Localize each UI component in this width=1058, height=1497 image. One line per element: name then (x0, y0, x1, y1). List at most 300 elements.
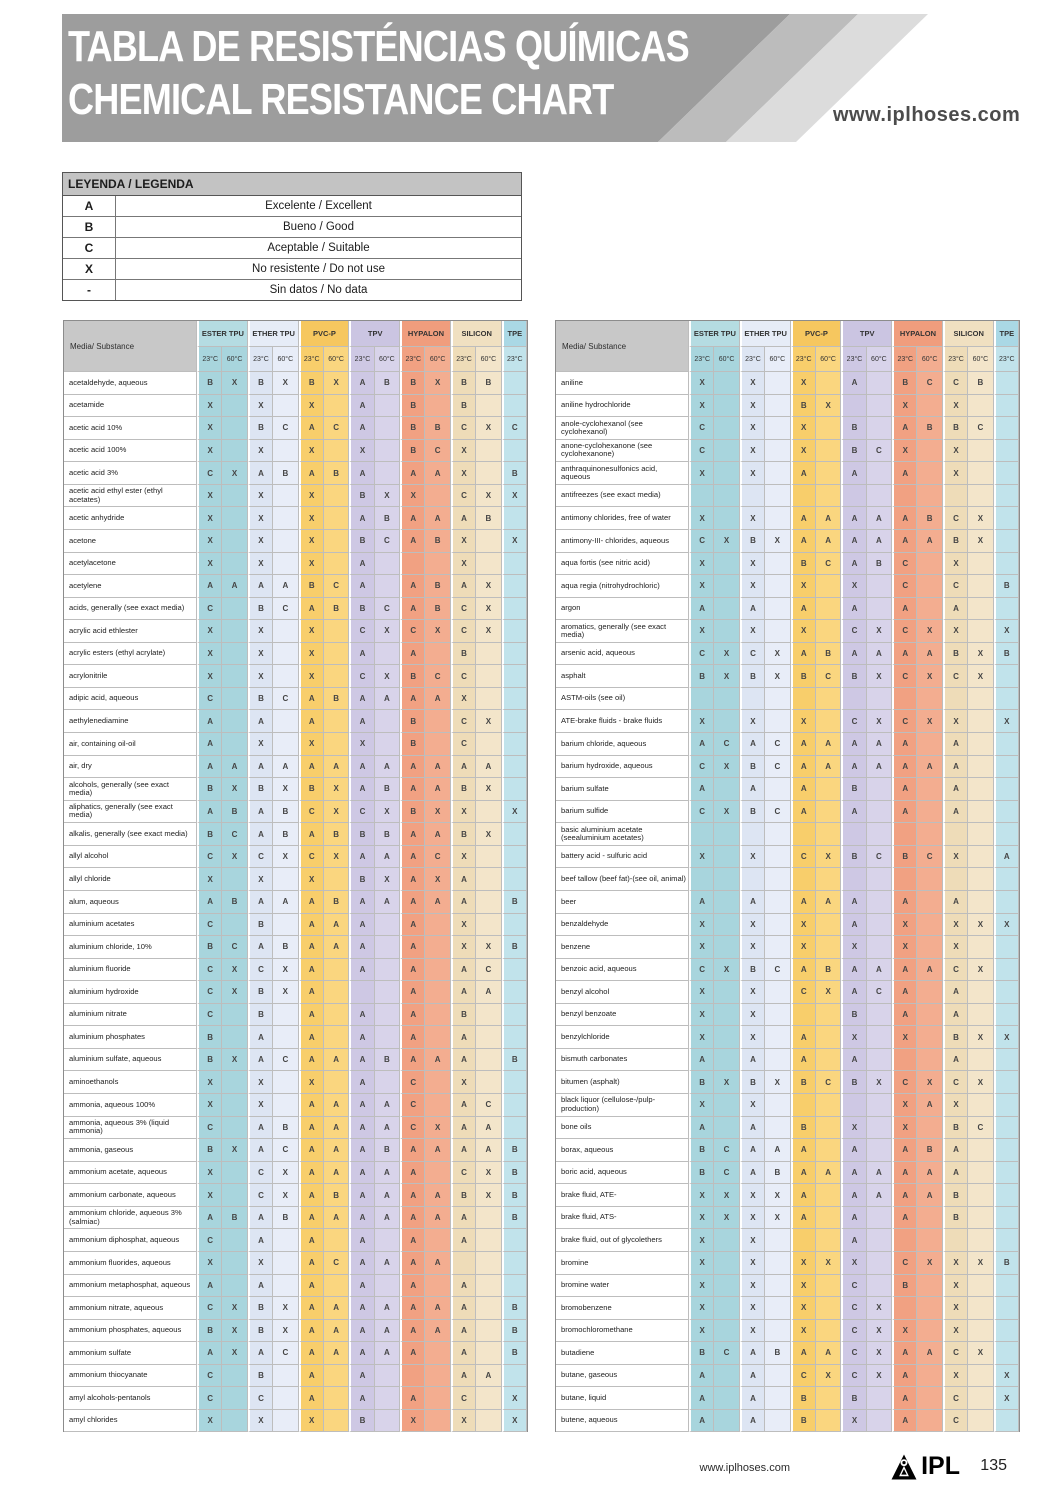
rating-cell (222, 1229, 247, 1252)
rating-cell: C (765, 756, 790, 779)
rating-cell: B (349, 868, 374, 891)
rating-cell: X (943, 846, 968, 869)
rating-cell: X (451, 688, 476, 711)
rating-cell: C (714, 1162, 739, 1185)
rating-cell (324, 710, 349, 733)
rating-cell: C (273, 688, 298, 711)
rating-cell (994, 1184, 1019, 1207)
rating-cell: B (740, 665, 765, 688)
rating-cell: C (425, 440, 450, 463)
rating-cell: C (714, 1342, 739, 1365)
rating-cell: C (451, 733, 476, 756)
rating-cell: X (197, 1184, 222, 1207)
rating-cell: B (451, 1004, 476, 1027)
substance-cell: acetylene (64, 575, 197, 598)
substance-cell: acrylic esters (ethyl acrylate) (64, 643, 197, 666)
rating-cell: X (740, 1229, 765, 1252)
rating-cell: A (400, 1139, 425, 1162)
rating-cell (502, 553, 527, 576)
rating-cell: X (476, 936, 501, 959)
rating-cell (476, 801, 501, 824)
rating-cell: X (714, 1184, 739, 1207)
rating-cell (994, 1297, 1019, 1320)
rating-cell (502, 1094, 527, 1117)
legend-symbol: A (63, 196, 116, 216)
rating-cell (791, 485, 816, 508)
substance-cell: anole-cyclohexanol (see cyclohexanol) (556, 417, 689, 440)
rating-cell: A (349, 462, 374, 485)
rating-cell: A (740, 778, 765, 801)
rating-cell: A (841, 756, 866, 779)
rating-cell: A (841, 1184, 866, 1207)
rating-cell (324, 1410, 349, 1433)
rating-cell (917, 1410, 942, 1433)
rating-cell: A (222, 756, 247, 779)
rating-cell: B (765, 1162, 790, 1185)
temp-header: 60°C (222, 347, 247, 372)
column-group-header: HYPALON (400, 321, 451, 347)
rating-cell (867, 1410, 892, 1433)
rating-cell: X (892, 440, 917, 463)
rating-cell: A (476, 1139, 501, 1162)
rating-cell: B (994, 575, 1019, 598)
rating-cell: X (222, 462, 247, 485)
rating-cell (324, 507, 349, 530)
rating-cell: C (273, 598, 298, 621)
media-substance-header: Media/ Substance (64, 321, 197, 372)
rating-cell: X (765, 1207, 790, 1230)
rating-cell: X (222, 1297, 247, 1320)
rating-cell: A (892, 1162, 917, 1185)
rating-cell: A (299, 462, 324, 485)
rating-cell (222, 1094, 247, 1117)
rating-cell: B (324, 462, 349, 485)
rating-cell: A (248, 801, 273, 824)
rating-cell (968, 485, 993, 508)
substance-cell: acetic acid 100% (64, 440, 197, 463)
rating-cell (917, 868, 942, 891)
rating-cell: A (324, 936, 349, 959)
rating-cell: X (867, 1297, 892, 1320)
rating-cell (892, 688, 917, 711)
rating-cell (994, 440, 1019, 463)
rating-cell: X (299, 553, 324, 576)
rating-cell: B (943, 643, 968, 666)
rating-cell: A (425, 1252, 450, 1275)
rating-cell (867, 1207, 892, 1230)
rating-cell (476, 868, 501, 891)
rating-cell (714, 372, 739, 395)
rating-cell (502, 981, 527, 1004)
rating-cell: X (689, 1320, 714, 1343)
rating-cell: A (892, 643, 917, 666)
rating-cell: X (451, 440, 476, 463)
rating-cell: A (816, 507, 841, 530)
rating-cell (222, 507, 247, 530)
rating-cell (892, 1297, 917, 1320)
rating-cell (502, 507, 527, 530)
rating-cell: A (299, 1117, 324, 1140)
rating-cell: X (299, 733, 324, 756)
rating-cell (917, 440, 942, 463)
rating-cell: X (425, 801, 450, 824)
rating-cell (867, 1049, 892, 1072)
rating-cell: A (451, 1229, 476, 1252)
rating-cell (816, 914, 841, 937)
rating-cell (968, 981, 993, 1004)
rating-cell (714, 1252, 739, 1275)
rating-cell: A (867, 530, 892, 553)
rating-cell: B (740, 756, 765, 779)
rating-cell (375, 936, 400, 959)
rating-cell (714, 462, 739, 485)
rating-cell (476, 643, 501, 666)
rating-cell: C (943, 1071, 968, 1094)
rating-cell: X (273, 372, 298, 395)
rating-cell: X (476, 710, 501, 733)
substance-cell: benzylchloride (556, 1026, 689, 1049)
rating-cell: B (197, 778, 222, 801)
rating-cell: B (502, 462, 527, 485)
substance-cell: aluminium fluoride (64, 959, 197, 982)
rating-cell (273, 395, 298, 418)
rating-cell: C (197, 1117, 222, 1140)
rating-cell (994, 372, 1019, 395)
rating-cell: A (222, 575, 247, 598)
rating-cell: C (765, 733, 790, 756)
rating-cell (502, 665, 527, 688)
rating-cell: B (502, 1184, 527, 1207)
rating-cell: B (892, 846, 917, 869)
rating-cell (994, 1071, 1019, 1094)
rating-cell: B (324, 1184, 349, 1207)
rating-cell (324, 1387, 349, 1410)
rating-cell (375, 395, 400, 418)
rating-cell: B (197, 1026, 222, 1049)
rating-cell: A (451, 1207, 476, 1230)
rating-cell: A (425, 462, 450, 485)
rating-cell: A (740, 1049, 765, 1072)
rating-cell: A (816, 891, 841, 914)
rating-cell (375, 1275, 400, 1298)
substance-cell: aluminium phosphates (64, 1026, 197, 1049)
rating-cell: B (994, 643, 1019, 666)
rating-cell (968, 575, 993, 598)
rating-cell: X (943, 936, 968, 959)
rating-cell: X (349, 733, 374, 756)
substance-cell: black liquor (cellulose-/pulp-production) (556, 1094, 689, 1117)
rating-cell: A (349, 575, 374, 598)
substance-cell: battery acid - sulfuric acid (556, 846, 689, 869)
rating-cell: X (273, 1320, 298, 1343)
rating-cell (476, 1297, 501, 1320)
rating-cell: A (299, 1162, 324, 1185)
rating-cell (867, 1252, 892, 1275)
rating-cell: A (299, 936, 324, 959)
rating-cell (917, 553, 942, 576)
rating-cell: A (892, 598, 917, 621)
rating-cell: A (349, 1297, 374, 1320)
rating-cell: X (375, 620, 400, 643)
rating-cell: A (400, 868, 425, 891)
rating-cell (375, 710, 400, 733)
rating-cell: X (943, 395, 968, 418)
rating-cell (714, 823, 739, 846)
rating-cell: A (689, 778, 714, 801)
rating-cell (917, 485, 942, 508)
rating-cell: B (841, 1004, 866, 1027)
rating-cell (867, 1094, 892, 1117)
rating-cell (222, 665, 247, 688)
rating-cell: C (476, 1094, 501, 1117)
rating-cell: X (451, 530, 476, 553)
rating-cell: A (349, 1275, 374, 1298)
rating-cell (994, 1229, 1019, 1252)
rating-cell: A (689, 891, 714, 914)
rating-cell (476, 1320, 501, 1343)
rating-cell: A (400, 1252, 425, 1275)
substance-cell: ammonium carbonate, aqueous (64, 1184, 197, 1207)
rating-cell: B (740, 959, 765, 982)
rating-cell: B (248, 1320, 273, 1343)
rating-cell: X (994, 710, 1019, 733)
rating-cell: B (841, 846, 866, 869)
rating-cell: A (892, 756, 917, 779)
rating-cell: A (943, 756, 968, 779)
rating-cell: A (299, 959, 324, 982)
rating-cell (425, 1387, 450, 1410)
legend-meaning: Bueno / Good (283, 221, 354, 233)
rating-cell (714, 846, 739, 869)
rating-cell: X (689, 1026, 714, 1049)
rating-cell (765, 1229, 790, 1252)
rating-cell: X (714, 1071, 739, 1094)
rating-cell (502, 1004, 527, 1027)
rating-cell: C (841, 1342, 866, 1365)
rating-cell (994, 1004, 1019, 1027)
rating-cell (816, 1275, 841, 1298)
rating-cell (968, 620, 993, 643)
rating-cell: X (994, 1387, 1019, 1410)
rating-cell (324, 643, 349, 666)
rating-cell: A (791, 1342, 816, 1365)
rating-cell (324, 1026, 349, 1049)
rating-cell: A (841, 1229, 866, 1252)
rating-cell (994, 981, 1019, 1004)
column-group-header: SILICON (943, 321, 994, 347)
rating-cell (968, 1275, 993, 1298)
rating-cell: X (273, 981, 298, 1004)
rating-cell: X (400, 485, 425, 508)
rating-cell (714, 1229, 739, 1252)
rating-cell (968, 1184, 993, 1207)
rating-cell: X (689, 710, 714, 733)
substance-cell: aqua fortis (see nitric acid) (556, 553, 689, 576)
rating-cell (714, 1275, 739, 1298)
substance-cell: aluminium nitrate (64, 1004, 197, 1027)
rating-cell (222, 1004, 247, 1027)
rating-cell: A (892, 1207, 917, 1230)
rating-cell (867, 1004, 892, 1027)
rating-cell (765, 417, 790, 440)
rating-cell: X (502, 1387, 527, 1410)
rating-cell: A (791, 1139, 816, 1162)
substance-cell: beef tallow (beef fat)-(see oil, animal) (556, 868, 689, 891)
rating-cell (968, 733, 993, 756)
rating-cell (476, 1071, 501, 1094)
rating-cell (917, 778, 942, 801)
rating-cell: X (968, 530, 993, 553)
rating-cell: X (273, 778, 298, 801)
legend-meaning: Aceptable / Suitable (267, 242, 370, 254)
rating-cell (943, 688, 968, 711)
rating-cell: A (425, 1207, 450, 1230)
rating-cell: C (197, 462, 222, 485)
rating-cell (222, 417, 247, 440)
rating-cell (425, 1026, 450, 1049)
rating-cell: X (375, 665, 400, 688)
rating-cell: A (841, 959, 866, 982)
rating-cell: C (892, 1071, 917, 1094)
rating-cell: X (740, 1184, 765, 1207)
rating-cell (222, 1275, 247, 1298)
rating-cell: A (349, 914, 374, 937)
rating-cell: A (816, 1342, 841, 1365)
rating-cell: A (349, 1387, 374, 1410)
rating-cell (222, 530, 247, 553)
rating-cell: A (841, 507, 866, 530)
rating-cell: X (816, 1252, 841, 1275)
rating-cell (816, 1320, 841, 1343)
rating-cell: X (375, 485, 400, 508)
rating-cell (994, 1275, 1019, 1298)
rating-cell: A (791, 462, 816, 485)
rating-cell: B (222, 1207, 247, 1230)
rating-cell: X (714, 959, 739, 982)
substance-cell: acetamide (64, 395, 197, 418)
rating-cell: A (400, 1026, 425, 1049)
rating-cell: X (740, 846, 765, 869)
rating-cell: A (248, 823, 273, 846)
rating-cell: C (841, 710, 866, 733)
rating-cell: A (349, 417, 374, 440)
rating-cell: X (248, 620, 273, 643)
rating-cell: A (867, 733, 892, 756)
rating-cell (425, 1094, 450, 1117)
rating-cell (892, 823, 917, 846)
rating-cell: X (689, 914, 714, 937)
rating-cell (714, 598, 739, 621)
rating-cell: B (400, 665, 425, 688)
rating-cell: A (867, 756, 892, 779)
rating-cell: X (476, 417, 501, 440)
rating-cell: C (299, 846, 324, 869)
rating-cell: C (689, 756, 714, 779)
rating-cell: B (273, 1207, 298, 1230)
rating-cell (502, 575, 527, 598)
rating-cell: X (197, 620, 222, 643)
rating-cell: X (867, 1342, 892, 1365)
rating-cell: A (400, 575, 425, 598)
rating-cell (994, 553, 1019, 576)
rating-cell: B (451, 823, 476, 846)
rating-cell: X (917, 1252, 942, 1275)
rating-cell: A (349, 959, 374, 982)
rating-cell: B (502, 1320, 527, 1343)
rating-cell: X (197, 1410, 222, 1433)
rating-cell: X (222, 1049, 247, 1072)
rating-cell (714, 1387, 739, 1410)
rating-cell: X (841, 1117, 866, 1140)
rating-cell: X (197, 507, 222, 530)
substance-cell: amyl alcohols-pentanols (64, 1387, 197, 1410)
substance-cell: butene, aqueous (556, 1410, 689, 1433)
rating-cell: B (689, 1342, 714, 1365)
rating-cell (765, 1026, 790, 1049)
rating-cell: A (299, 1049, 324, 1072)
rating-cell: C (502, 417, 527, 440)
rating-cell: A (740, 1342, 765, 1365)
rating-cell: A (248, 710, 273, 733)
rating-cell (892, 485, 917, 508)
rating-cell (502, 846, 527, 869)
rating-cell: C (324, 417, 349, 440)
substance-cell: aethylenediamine (64, 710, 197, 733)
rating-cell (994, 959, 1019, 982)
rating-cell (867, 823, 892, 846)
rating-cell (476, 1207, 501, 1230)
rating-cell (765, 462, 790, 485)
temp-header: 23°C (994, 347, 1019, 372)
rating-cell: C (273, 1049, 298, 1072)
rating-cell (917, 1275, 942, 1298)
rating-cell: C (943, 1410, 968, 1433)
rating-cell: A (943, 1049, 968, 1072)
rating-cell (502, 868, 527, 891)
rating-cell (994, 801, 1019, 824)
substance-cell: air, dry (64, 756, 197, 779)
rating-cell (968, 891, 993, 914)
rating-cell (816, 372, 841, 395)
rating-cell: X (451, 914, 476, 937)
rating-cell: X (299, 395, 324, 418)
rating-cell: A (740, 733, 765, 756)
rating-cell (994, 688, 1019, 711)
rating-cell (425, 914, 450, 937)
rating-cell (765, 620, 790, 643)
rating-cell: A (349, 1071, 374, 1094)
rating-cell: X (892, 1320, 917, 1343)
rating-cell: X (892, 1117, 917, 1140)
rating-cell (765, 868, 790, 891)
rating-cell (222, 440, 247, 463)
rating-cell (765, 688, 790, 711)
legend-row-b (63, 217, 521, 238)
rating-cell (740, 823, 765, 846)
rating-cell: B (816, 643, 841, 666)
rating-cell: B (917, 507, 942, 530)
rating-cell: B (299, 372, 324, 395)
page-title (68, 20, 825, 126)
rating-cell: A (349, 1184, 374, 1207)
rating-cell: A (349, 395, 374, 418)
page-title-line1: TABLA DE RESISTÉNCIAS QUÍMICAS (68, 22, 689, 71)
rating-cell: A (324, 1094, 349, 1117)
rating-cell (816, 440, 841, 463)
rating-cell (222, 598, 247, 621)
rating-cell: C (400, 1094, 425, 1117)
rating-cell: A (943, 891, 968, 914)
